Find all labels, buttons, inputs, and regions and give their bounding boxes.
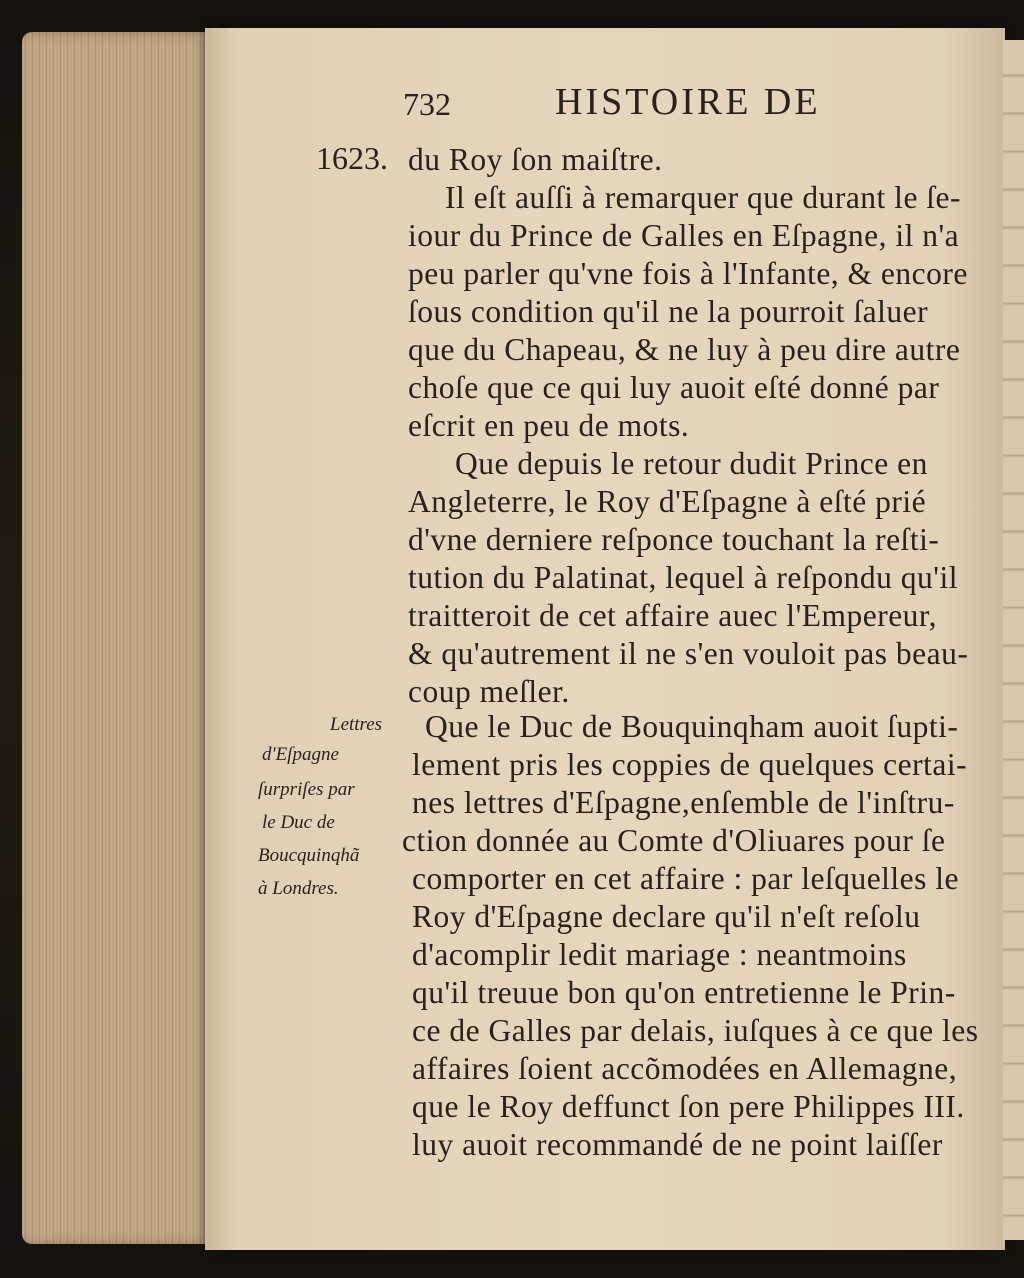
text-line: choſe que ce qui luy auoit eſté donné par	[408, 370, 940, 405]
text-line: Angleterre, le Roy d'Eſpagne à eſté prié	[408, 484, 927, 519]
text-line: eſcrit en peu de mots.	[408, 408, 690, 443]
text-line: traitteroit de cet affaire auec l'Empereur,	[408, 598, 938, 633]
text-line: ce de Galles par delais, iuſques à ce que les	[412, 1013, 979, 1048]
text-line: que du Chapeau, & ne luy à peu dire autre	[408, 332, 961, 367]
text-line: Que le Duc de Bouquinqham auoit ſupti-	[425, 709, 959, 744]
margin-note-line: Boucquinqhã	[258, 845, 360, 866]
running-title: HISTOIRE DE	[555, 81, 821, 123]
text-line: affaires ſoient accõmodées en Allemagne,	[412, 1051, 958, 1086]
margin-note-line: Lettres	[330, 714, 383, 735]
book-page-edges	[22, 32, 212, 1244]
text-line: qu'il treuue bon qu'on entretienne le Prin-	[412, 975, 956, 1010]
text-line: iour du Prince de Galles en Eſpagne, il n'a	[408, 218, 960, 253]
margin-note-line: ſurpriſes par	[258, 779, 355, 800]
text-line: que le Roy deffunct ſon pere Philippes III.	[412, 1089, 965, 1124]
text-line: d'acomplir ledit mariage : neantmoins	[412, 937, 907, 972]
text-line: du Roy ſon maiſtre.	[408, 142, 663, 177]
margin-note-line: le Duc de	[262, 812, 335, 833]
text-line: peu parler qu'vne fois à l'Infante, & encore	[408, 256, 968, 291]
text-line: d'vne derniere reſponce touchant la reſti-	[408, 522, 940, 557]
text-line: luy auoit recommandé de ne point laiſſer	[412, 1127, 943, 1162]
margin-year: 1623.	[316, 140, 388, 176]
text-line: Il eſt auſſi à remarquer que durant le ſe-	[445, 180, 962, 215]
margin-note-line: d'Eſpagne	[262, 744, 339, 765]
text-line: Roy d'Eſpagne declare qu'il n'eſt reſolu	[412, 899, 921, 934]
next-page-edge	[1003, 40, 1024, 1240]
text-line: coup meſler.	[408, 674, 570, 709]
text-line: & qu'autrement il ne s'en vouloit pas beau-	[408, 636, 969, 671]
text-line: ction donnée au Comte d'Oliuares pour ſe	[402, 823, 946, 858]
text-line: tution du Palatinat, lequel à reſpondu qu'il	[408, 560, 958, 595]
text-line: lement pris les coppies de quelques certai-	[412, 747, 968, 782]
text-line: Que depuis le retour dudit Prince en	[455, 446, 928, 481]
text-line: ſous condition qu'il ne la pourroit ſaluer	[408, 294, 929, 329]
text-line: comporter en cet affaire : par leſquelles le	[412, 861, 960, 896]
text-line: nes lettres d'Eſpagne,enſemble de l'inſtru-	[412, 785, 955, 820]
margin-note-line: à Londres.	[258, 878, 339, 899]
page-number: 732	[403, 86, 451, 122]
